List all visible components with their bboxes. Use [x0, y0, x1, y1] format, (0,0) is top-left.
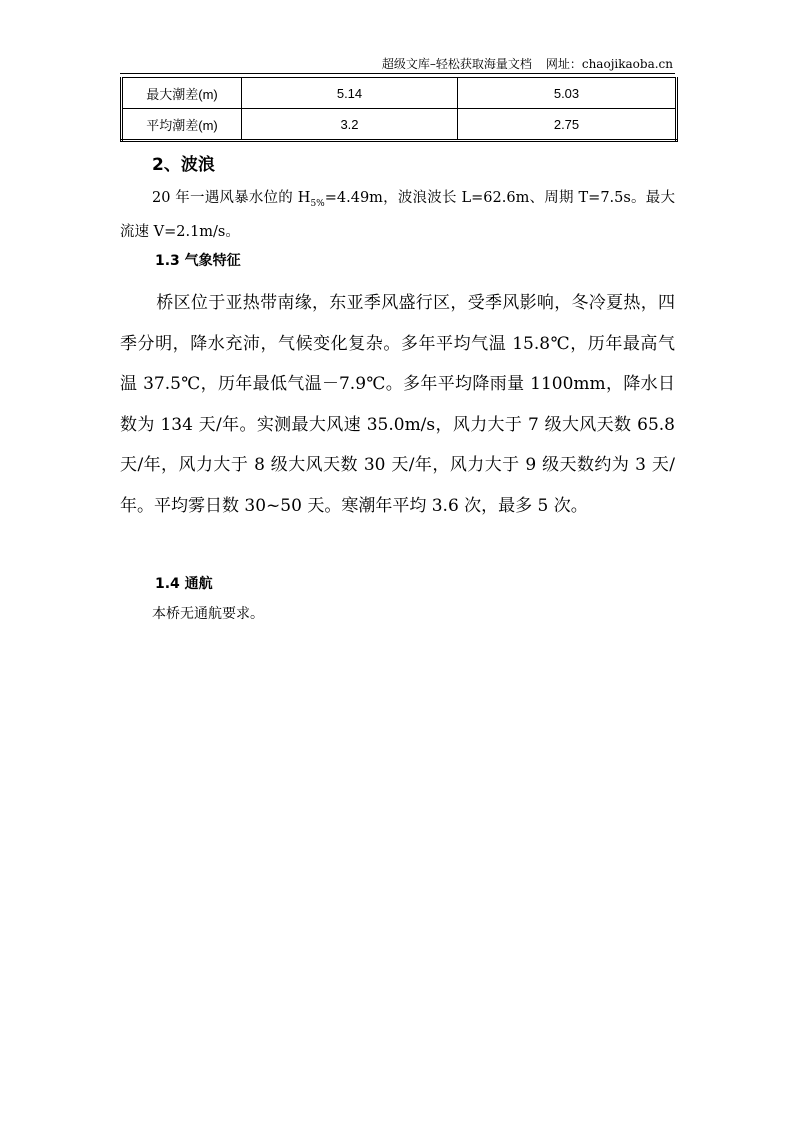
page-header — [120, 57, 673, 71]
climate-paragraph — [120, 283, 675, 526]
wave-text-start: 20 年一遇风暴水位的 H — [152, 190, 311, 206]
table-cell: 5.14 — [242, 78, 458, 109]
table-row — [122, 109, 677, 141]
wave-paragraph — [120, 184, 675, 246]
navigation-paragraph: 本桥无通航要求。 — [152, 606, 264, 622]
row-label-mean-tide-range: 平均潮差(m) — [122, 109, 242, 141]
climate-text: 桥区位于亚热带南缘，东亚季风盛行区，受季风影响，冬冷夏热，四季分明，降水充沛，气候变化复杂。多年平均气温 15.8℃，历年最高气温 37.5℃，历年最低气温－7.9℃。多年平均降雨量 1100mm，降水日数为 134 天/年。实测最大风速 35.0m/s，风力大于 7 级大风天数 65.8 天/年，风力大于 8 级大风天数 30 天/年，风力大于 9 级天数约为 3 天/年。平均雾日数 30~50 天。寒潮年平均 3.6 次，最多 5 次。 — [120, 293, 675, 516]
table-cell: 2.75 — [458, 109, 677, 141]
header-site-name: 超级文库–轻松获取海量文档 — [381, 57, 532, 71]
table-cell: 3.2 — [242, 109, 458, 141]
wave-height-subscript: 5% — [310, 198, 325, 209]
navigation-heading: 1.4 通航 — [155, 576, 213, 592]
tide-range-table — [120, 77, 678, 142]
climate-heading: 1.3 气象特征 — [155, 253, 241, 269]
wave-heading: 2、波浪 — [152, 155, 215, 175]
table-cell: 5.03 — [458, 78, 677, 109]
header-site-url: 网址：chaojikaoba.cn — [545, 57, 673, 71]
table-row — [122, 78, 677, 109]
header-divider — [120, 73, 675, 74]
row-label-max-tide-range: 最大潮差(m) — [122, 78, 242, 109]
wave-text-end: =4.49m，波浪波长 L=62.6m、周期 T=7.5s。最大流速 V=2.1m/s。 — [120, 190, 675, 240]
